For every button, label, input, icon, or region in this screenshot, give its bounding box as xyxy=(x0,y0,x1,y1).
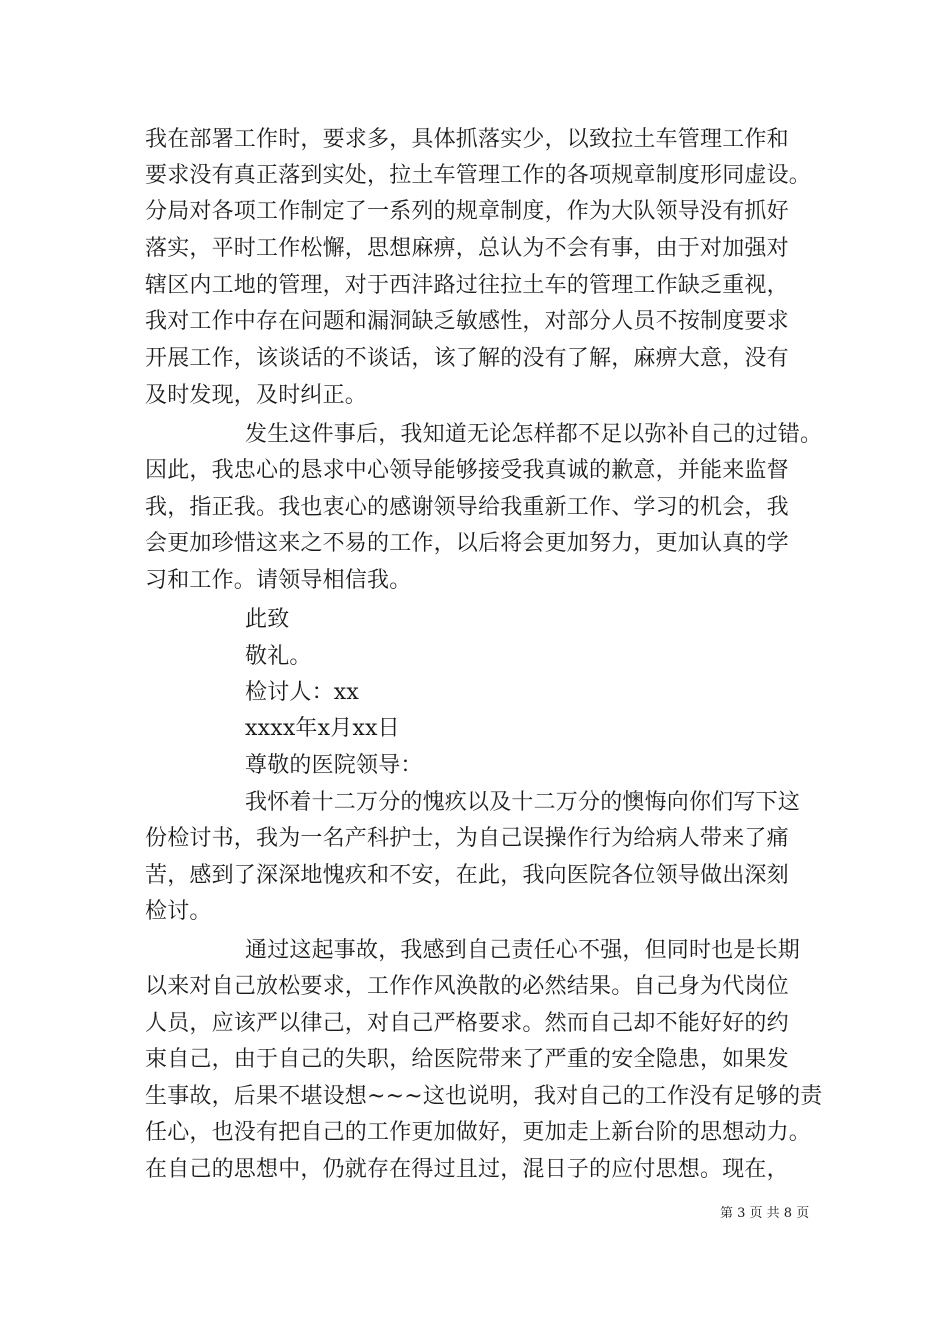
text-line: 我在部署工作时，要求多，具体抓落实少，以致拉土车管理工作和 xyxy=(145,127,789,152)
text-line: 我，指正我。我也衷心的感谢领导给我重新工作、学习的机会，我 xyxy=(145,495,789,520)
text-line: 我对工作中存在问题和漏洞缺乏敏感性，对部分人员不按制度要求 xyxy=(145,309,789,334)
text-line: 落实，平时工作松懈，思想麻痹，总认为不会有事，由于对加强对 xyxy=(145,236,789,261)
text-line: 辖区内工地的管理，对于西沣路过往拉土车的管理工作缺乏重视， xyxy=(145,273,789,298)
text-line: 开展工作，该谈话的不谈话，该了解的没有了解，麻痹大意，没有 xyxy=(145,346,789,371)
text-line: 束自己，由于自己的失职，给医院带来了严重的安全隐患，如果发 xyxy=(145,1047,789,1072)
text-line: 在自己的思想中，仍就存在得过且过，混日子的应付思想。现在， xyxy=(145,1157,789,1182)
paragraph-start-line: 通过这起事故，我感到自己责任心不强，但同时也是长期 xyxy=(245,938,801,963)
date-line: xxxx年x月xx日 xyxy=(245,716,400,741)
text-line: 任心，也没有把自己的工作更加做好，更加走上新台阶的思想动力。 xyxy=(145,1120,812,1145)
text-line: 因此，我忠心的恳求中心领导能够接受我真诚的歉意，并能来监督 xyxy=(145,458,789,483)
text-line: 及时发现，及时纠正。 xyxy=(145,383,368,408)
paragraph-start-line: 我怀着十二万分的愧疚以及十二万分的懊悔向你们写下这 xyxy=(245,790,801,815)
text-line: 习和工作。请领导相信我。 xyxy=(145,568,412,593)
page-number: 第 3 页 共 8 页 xyxy=(720,1206,810,1221)
text-line: 分局对各项工作制定了一系列的规章制度，作为大队领导没有抓好 xyxy=(145,199,789,224)
text-line: 检讨。 xyxy=(145,899,212,924)
closing-regards: 敬礼。 xyxy=(245,644,312,669)
letter-greeting: 尊敬的医院领导： xyxy=(245,753,423,778)
text-line: 生事故，后果不堪设想~~~这也说明，我对自己的工作没有足够的责 xyxy=(145,1084,823,1109)
text-line: 人员，应该严以律己，对自己严格要求。然而自己却不能好好的约 xyxy=(145,1011,789,1036)
text-line: 以来对自己放松要求，工作作风涣散的必然结果。自己身为代岗位 xyxy=(145,974,789,999)
closing-salutation: 此致 xyxy=(245,607,290,632)
text-line: 会更加珍惜这来之不易的工作，以后将会更加努力，更加认真的学 xyxy=(145,531,789,556)
text-line: 苦，感到了深深地愧疚和不安，在此，我向医院各位领导做出深刻 xyxy=(145,863,789,888)
signature-line: 检讨人：xx xyxy=(245,680,360,705)
text-line: 要求没有真正落到实处，拉土车管理工作的各项规章制度形同虚设。 xyxy=(145,163,812,188)
paragraph-start-line: 发生这件事后，我知道无论怎样都不足以弥补自己的过错。 xyxy=(245,422,823,447)
text-line: 份检讨书，我为一名产科护士，为自己误操作行为给病人带来了痛 xyxy=(145,826,789,851)
